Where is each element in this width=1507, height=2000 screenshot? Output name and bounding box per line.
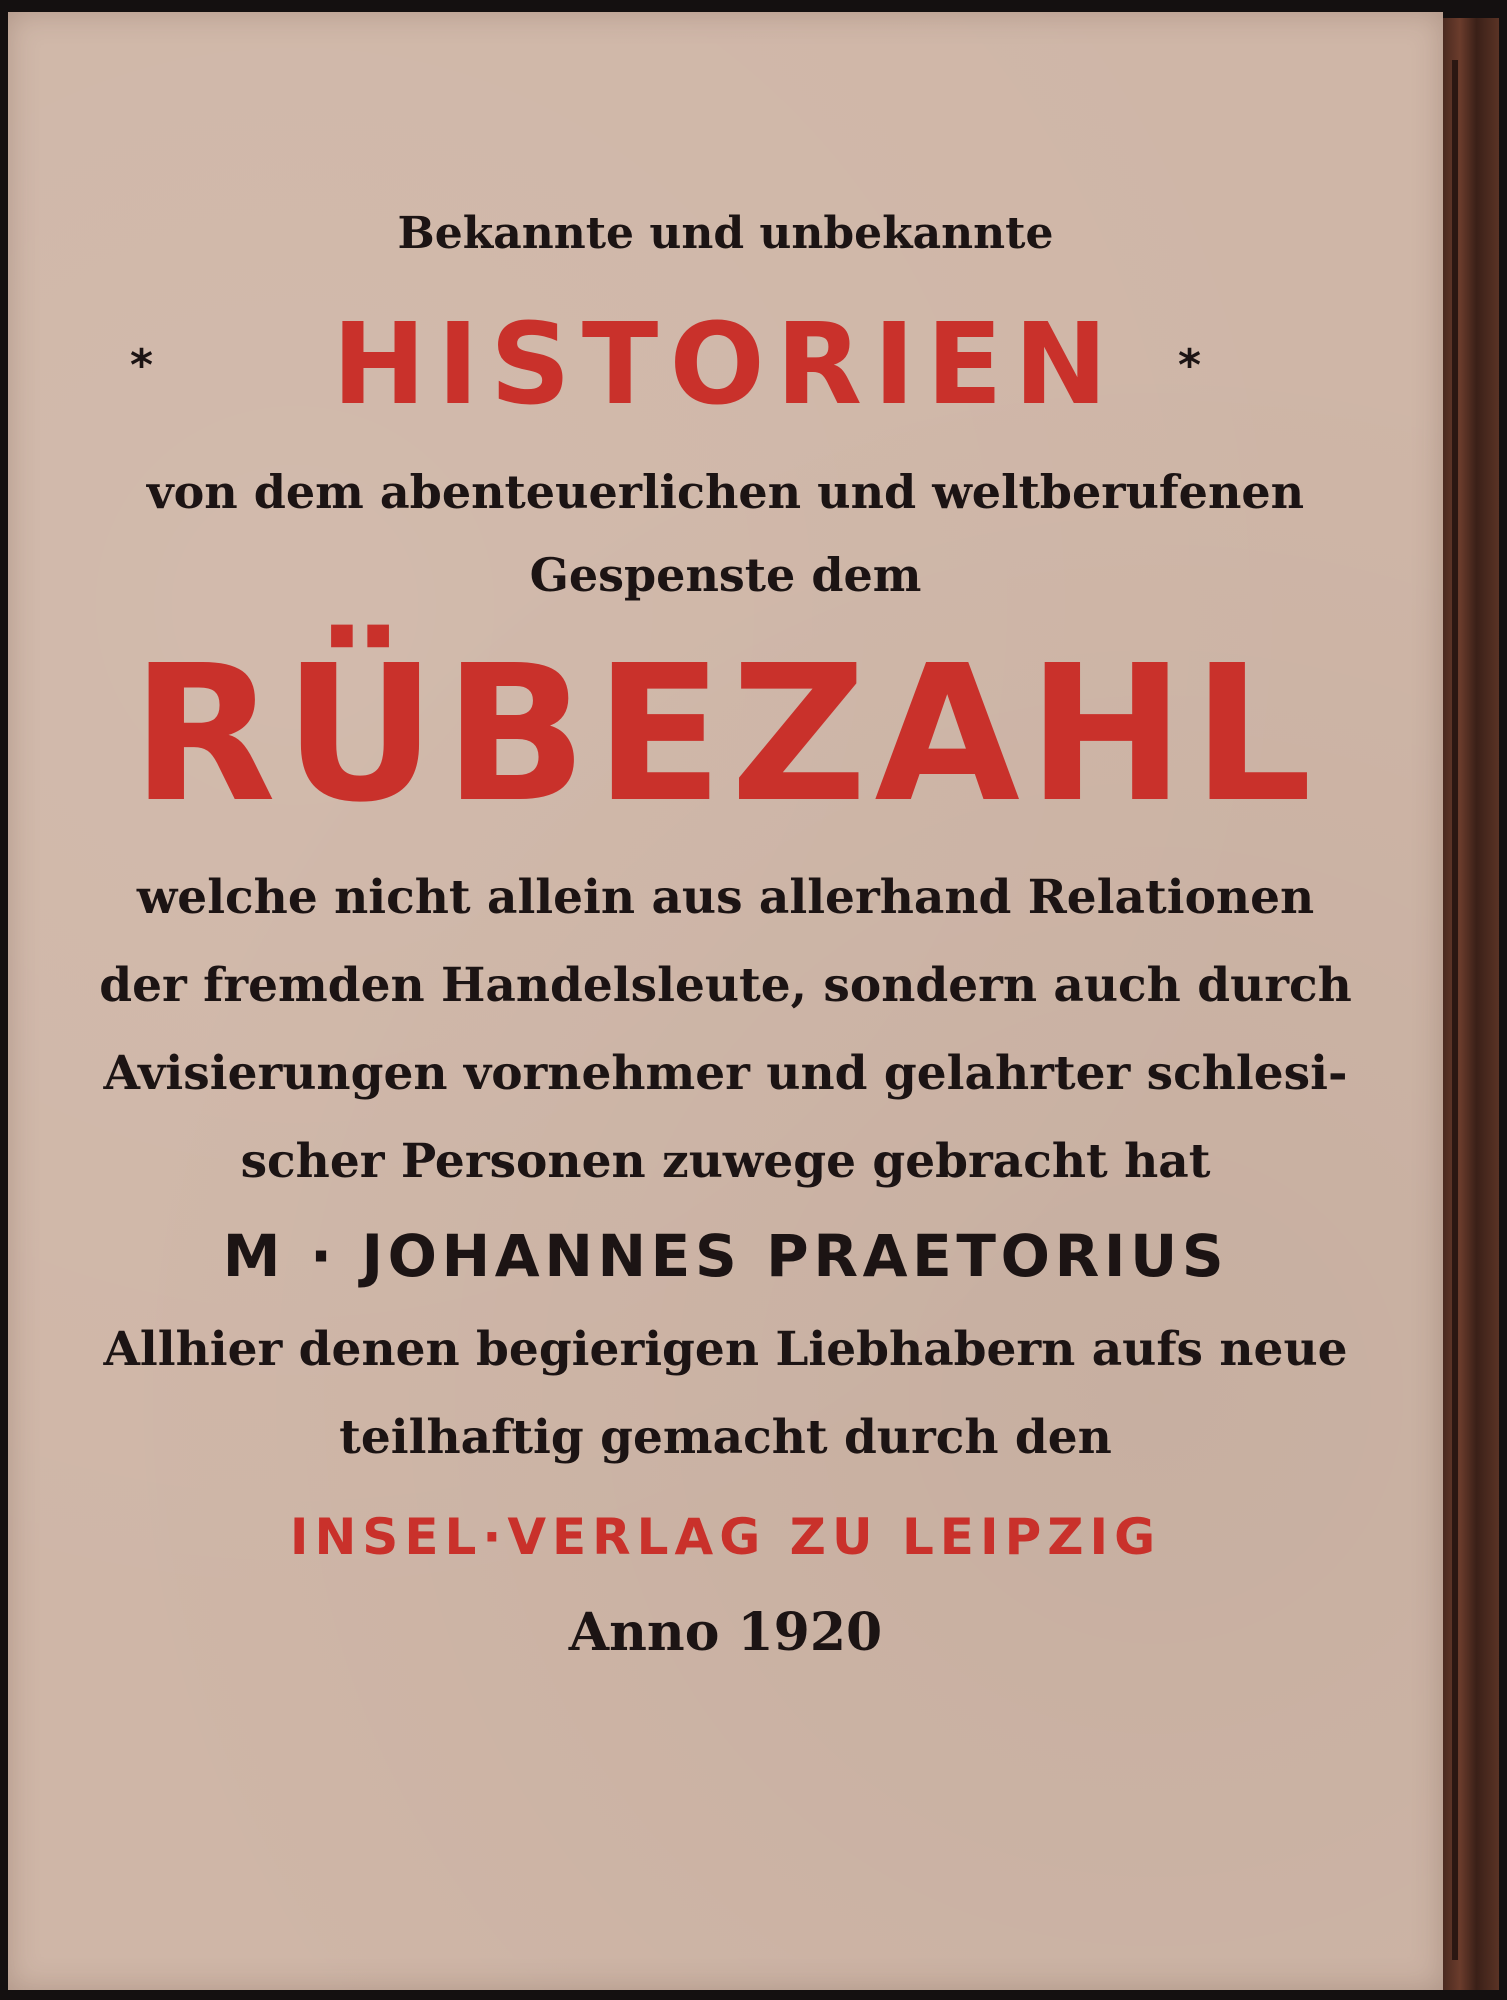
book-edge-shadow <box>1452 60 1458 1960</box>
body-line-2: der fremden Handelsleute, sondern auch durch <box>99 958 1352 1013</box>
description-line: von dem abenteuerlichen und weltberufenen <box>146 465 1305 519</box>
publication-year: Anno 1920 <box>568 1602 883 1663</box>
author-name: M · JOHANNES PRAETORIUS <box>222 1222 1229 1290</box>
publisher-imprint: INSEL·VERLAG ZU LEIPZIG <box>289 1508 1162 1566</box>
subtitle-line: Bekannte und unbekannte <box>397 208 1054 259</box>
star-ornament-right: * <box>1178 340 1202 391</box>
dedication-line-1: Allhier denen begierigen Liebhabern aufs neue <box>103 1322 1348 1377</box>
body-line-1: welche nicht allein aus allerhand Relationen <box>136 870 1315 925</box>
body-line-4: scher Personen zuwege gebracht hat <box>240 1134 1211 1189</box>
rubezahl-title: RÜBEZAHL <box>131 625 1320 844</box>
dedication-line-2: teilhaftig gemacht durch den <box>339 1410 1112 1465</box>
body-line-3: Avisierungen vornehmer und gelahrter schlesi- <box>103 1046 1348 1101</box>
main-title: HISTORIEN <box>332 300 1119 430</box>
description-line-2: Gespenste dem <box>529 548 922 602</box>
star-ornament-left: * <box>130 340 154 391</box>
